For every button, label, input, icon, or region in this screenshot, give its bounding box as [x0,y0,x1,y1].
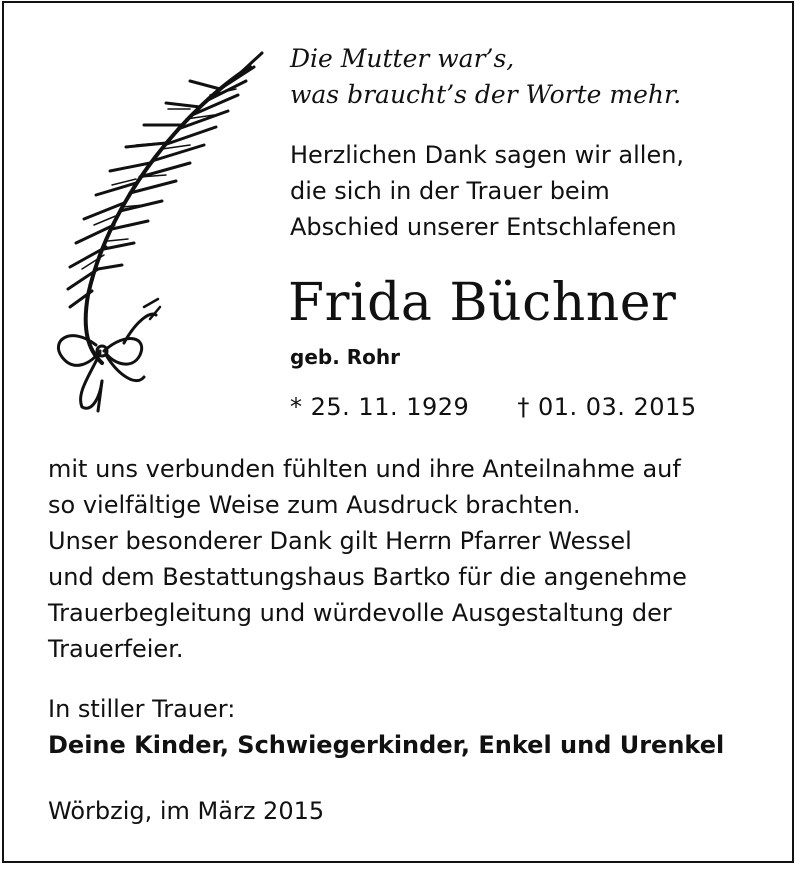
birth-date: * 25. 11. 1929 [290,393,470,421]
obituary-notice [2,1,794,863]
thanks-intro [290,137,684,245]
body-line: Trauerfeier. [48,635,184,663]
body-line: so vielfältige Weise zum Ausdruck brachten. [48,491,581,519]
quote-line-2: was braucht’s der Worte mehr. [290,80,682,109]
thanks-body [48,451,687,667]
body-line: mit uns verbunden fühlten und ihre Anteilnahme auf [48,455,681,483]
thanks-line-3: Abschied unserer Entschlafenen [290,213,677,241]
place-date: Wörbzig, im März 2015 [48,797,325,825]
life-dates [290,389,697,425]
death-date: † 01. 03. 2015 [517,393,697,421]
quote-line-1: Die Mutter war’s, [290,44,515,73]
mourners-intro: In stiller Trauer: [48,695,236,723]
mourners-family: Deine Kinder, Schwiegerkinder, Enkel und Urenkel [48,731,725,759]
body-line: Unser besonderer Dank gilt Herrn Pfarrer Wessel [48,527,632,555]
opening-quote [290,41,681,113]
thanks-line-2: die sich in der Trauer beim [290,177,610,205]
body-line: und dem Bestattungshaus Bartko für die angenehme [48,563,687,591]
thanks-line-1: Herzlichen Dank sagen wir allen, [290,141,685,169]
deceased-name: Frida Büchner [288,273,677,333]
feather-with-ribbon-icon [40,45,272,417]
mourners-block [48,691,724,763]
birth-name: geb. Rohr [290,345,400,369]
body-line: Trauerbegleitung und würdevolle Ausgestaltung der [48,599,672,627]
